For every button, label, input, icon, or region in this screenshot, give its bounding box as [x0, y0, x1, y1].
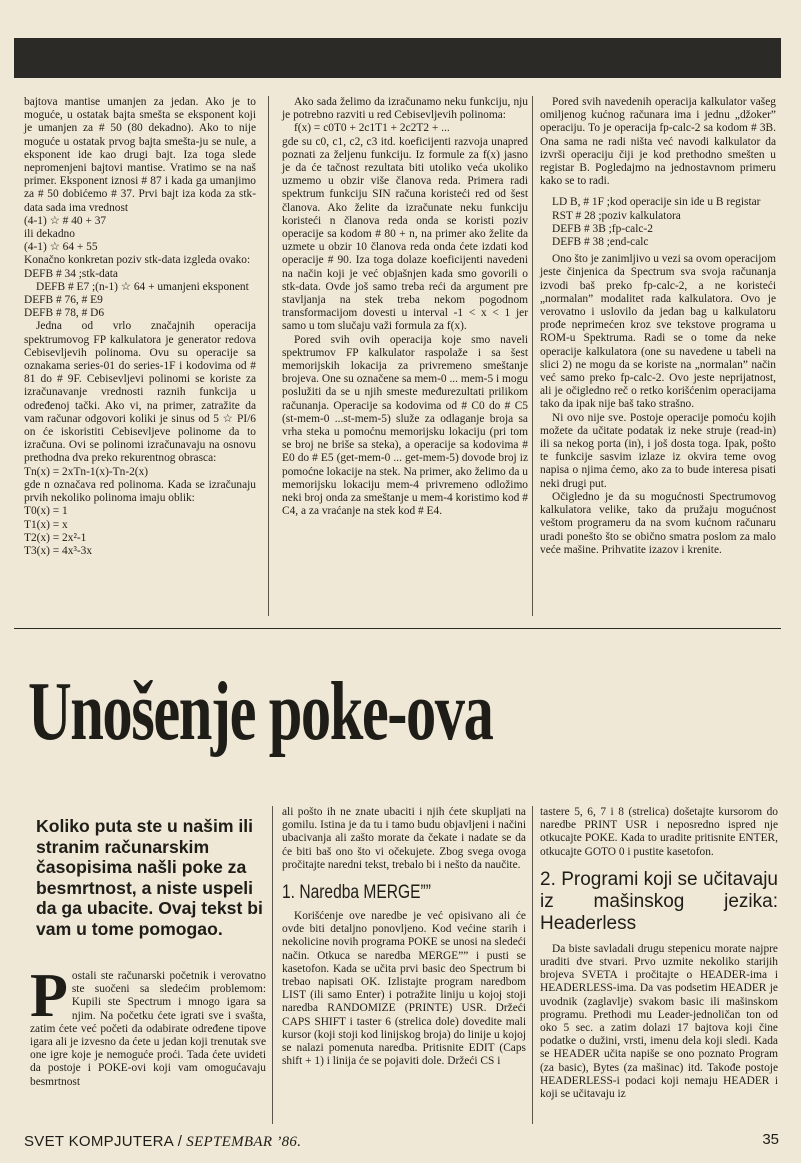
- paragraph: gde su c0, c1, c2, c3 itd. koeficijenti razvoja unapred poznati za željenu funkciju. Iz formule za f(x) jasno je da će tačnost rezultata biti utoliko veća ukoliko uzmemo u obzir više članova reda. Primera radi spektrum funkciju SIN računa koristeći red od šest članova. Ako želite da izračunate neku funkciju koristeći n članova reda onda se koristi poziv operacije sa kodom # 80 + n, na primer ako želite da uzmete u obzir 10 članova reda onda ćete izdati kod operacije # 90. Iza toga dolaze koeficijenti navedeni na način koji je već objašnjen kada smo govorili o stk-data. Ovde još samo treba reći da argument pre stavljanja na stek treba nekom pogodnom transformacijom dovesti u interval -1 < x < 1 jer samo u tom slučaju važi formula za f(x).: [282, 135, 528, 333]
- paragraph: gde n označava red polinoma. Kada se izračunaju prvih nekoliko polinoma imaju oblik:: [24, 478, 256, 505]
- formula-line: T2(x) = 2x²-1: [24, 531, 87, 544]
- column-divider: [272, 806, 273, 1124]
- paragraph: Jedna od vrlo značajnih operacija spektrumovog FP kalkulatora je generator redova Cebisevljevih polinoma. Ovu su operacije sa oznakama series-01 do series-1F i kodovima od # 81 do # 9F. Cebisevljevi polinomi se koriste za izračunavanje vrednosti raznih funkcija u određenoj tački. Ako vi, na primer, zatražite da vam računar odgovori koliki je sinus od 5 ☆ PI/6 on će iskoristiti Cebisevljeve polinome da to izračuna. Ovi se polinomi izračunavaju na osnovu prethodna dva preko rekurentnog obrasca:: [24, 320, 256, 465]
- formula-line: (4-1) ☆ 64 + 55: [24, 241, 98, 254]
- code-line: RST # 28 ;poziv kalkulatora: [552, 209, 681, 222]
- section-heading: 1. Naredba MERGE””: [282, 882, 431, 904]
- paragraph: Ni ovo nije sve. Postoje operacije pomoću kojih možete da učitate podatak iz neke struje (read-in) ili sa nekog porta (in), i još dosta toga. Ipak, pošto te funkcije sasvim izlaze iz okvira teme ovog napisa o njima ćemo, ako za to bude interesa pisati neki drugi put.: [540, 411, 776, 490]
- paragraph: ali pošto ih ne znate ubaciti i njih ćete skupljati na gomilu. Istina je da tu i tamo budu objavljeni i načini ubacivanja ali zašto morate da čekate i nadate se da će biti baš ono što vi očekujete. Zbog svega ovoga pročitajte naredni tekst, trebalo bi i nešto da naučite.: [282, 806, 526, 871]
- paragraph: tastere 5, 6, 7 i 8 (strelica) došetajte kursorom do naredbe PRINT USR i neposredno ispred nje otkucajte POKE. Kada to uradite pritisnite ENTER, otkucajte GOTO 0 i pustite kasetofon.: [540, 806, 778, 858]
- paragraph: Pored svih ovih operacija koje smo naveli spektrumov FP kalkulator raspolaže i sa šest memorijskih lokacija za privremeno smeštanje brojeva. One su označene sa mem-0 ... mem-5 i mogu poslužiti da se u njih smeste međurezultati prilikom računanja. Operacije sa kodovima od # C0 do # C5 (st-mem-0 ...st-mem-5) služe za odlaganje broja sa vrha steka u pomoćnu memorijsku lokaciju (pri tom se broj ne briše sa steka), a operacije sa kodovima # E0 do # E5 (get-mem-0 ... get-mem-5) dovode broj iz pomoćne lokacije na stek. Na primer, ako želimo da u memorijsku lokaciju mem-4 privremeno odložimo neki broj onda za smeštanje u mem-4 koristimo kod # C4, a za vraćanje na stek kod # E4.: [282, 333, 528, 518]
- paragraph: Ako sada želimo da izračunamo neku funkciju, nju je potrebno razviti u red Cebisevljevih polinoma:: [282, 96, 528, 122]
- formula-line: T0(x) = 1: [24, 505, 68, 518]
- section-rule: [14, 628, 781, 629]
- paragraph: Korišćenje ove naredbe je već opisivano ali će ovde biti detaljno ponovljeno. Kod većine starih i nekolicine novih programa POKE se unosi na sledeći način. Otkuca se naredba MERGE”” i pusti se kasetofon. Kada se učita prvi basic deo Spectrum bi trebao napisati OK. Izlistajte program naredbom LIST (ili samo Enter) i potražite liniju u kojoj stoji naredba RANDOMIZE (PRINTE) USR. Držeći CAPS SHIFT i taster 6 (strelica dole) dovedite mali kursor (koji stoji kod linijskog broja) do linije u kojoj se nalazi pomenuta naredba. Pritisnite EDIT (Caps shift + 1) i linija će se pojaviti dole. Držeći CS i: [282, 910, 526, 1068]
- magazine-name: SVET KOMPJUTERA /: [24, 1133, 183, 1150]
- issue-month: SEPTEMBAR ’86.: [186, 1134, 302, 1150]
- formula-line: (4-1) ☆ # 40 + 37: [24, 214, 107, 227]
- column-divider: [532, 806, 533, 1124]
- code-line: DEFB # 38 ;end-calc: [552, 236, 649, 249]
- article-lead: Koliko puta ste u našim ili stranim računarskim časopisima našli poke za besmrtnost, a niste uspeli da ga ubacite. Ovaj tekst bi vam u tome pomogao.: [36, 816, 263, 939]
- formula-line: Tn(x) = 2xTn-1(x)-Tn-2(x): [24, 465, 149, 478]
- page-number: 35: [762, 1131, 779, 1148]
- article-column-3: [540, 806, 778, 1101]
- paragraph: Da biste savladali drugu stepenicu morate najpre uraditi dve stvari. Prvo uzmite nekoliko starijih brojeva SVETA i pročitajte o HEADER-ima i HEADERLESS-ima. Da vas podsetim HEADER je uvodnik (zaglavlje) svakom basic ili mašinskom programu. Prethodi mu Leader-jednoličan ton od oko 5 sec. a zatim dolazi 17 bajtova koji čine podatke o dužini, vrsti, imenu dela koji sledi. Kada se HEADER učita napiše se ono poznato Program (za basic), Bytes (za mašinac) itd. Takođe postoje HEADERLESS-i podaci koji nemaju HEADER i koji se učitavaju iz: [540, 942, 778, 1101]
- code-line: DEFB # 34 ;stk-data: [24, 267, 118, 280]
- code-line: DEFB # 3B ;fp-calc-2: [552, 222, 653, 235]
- top-column-2: [282, 96, 528, 519]
- paragraph: Očigledno je da su mogućnosti Spectrumovog kalkulatora velike, tako da pružaju mogućnost veštom programeru da na svom kućnom računaru uradi ponešto što se obično smatra poslom za malo veće mašine. Prihvatite izazov i krenite.: [540, 490, 776, 556]
- paragraph: bajtova mantise umanjen za jedan. Ako je to moguće, u ostatak bajta smešta se eksponent koji je umanjen za # 50 (80 dekadno). Ako to nije moguće u ostatak prvog bajta smešta-ju se nule, a eksponent ide kao drugi bajt. Iza toga slede nepromenjeni bajtovi mantise. Vratimo se na naš primer. Eksponent iznosi # 87 i kada ga umanjimo za # 50 dobićemo # 37. Prvi bajt iza koda za stk-data sada ima vrednost: [24, 96, 256, 214]
- code-line: LD B, # 1F ;kod operacije sin ide u B registar: [552, 196, 761, 209]
- footer-masthead: [24, 1133, 301, 1151]
- code-line: DEFB # 78, # D6: [24, 307, 105, 320]
- section-heading: 2. Programi koji se učitavaju iz mašinskog jezika: Headerless: [540, 868, 778, 934]
- article-column-2: [282, 806, 526, 1068]
- column-divider: [532, 96, 533, 616]
- article-headline: Unošenje poke-ova: [28, 665, 493, 758]
- code-line: DEFB # 76, # E9: [24, 294, 103, 307]
- formula-line: T3(x) = 4x³-3x: [24, 544, 93, 557]
- top-column-1: [24, 96, 256, 558]
- top-column-3: [540, 96, 776, 557]
- paragraph: Pored svih navedenih operacija kalkulator vašeg omiljenog kućnog računara ima i jednu „džoker” operaciju. To je operacija fp-calc-2 sa kodom # 3B. Ona sama ne radi ništa već navodi kalkulator da izvrši operaciju čiji je kod prethodno smešten u registar B. Pogledajmo na jednostavnom primeru kako se to radi.: [540, 96, 776, 188]
- top-black-bar: [14, 38, 781, 78]
- column-divider: [268, 96, 269, 616]
- paragraph: Ono što je zanimljivo u vezi sa ovom operacijom jeste činjenica da Spectrum sva svoja računanja izvodi baš preko fp-calc-2, a ne koristeći „normalan” modalitet rada kalkulatora. Ovo je verovatno i uslovilo da jedan bag u kalkulatoru prođe neprimećen kroz sve tekstove programa u ROM-u Spektruma. Radi se o tome da neke operacije kalkulatora (one su navedene u tabeli na slici 2) ne mogu da se koriste na „normalan” način već samo preko fp-calc-2. Ovo jeste neprijatnost, ali je očigledno reč o retko korišćenim operacijama tako da ipak nije baš tako strašno.: [540, 253, 776, 411]
- text-line: ili dekadno: [24, 228, 75, 241]
- code-line: DEFB # E7 ;(n-1) ☆ 64 + umanjeni eksponent: [36, 280, 249, 293]
- formula-line: T1(x) = x: [24, 518, 68, 531]
- paragraph: Konačno konkretan poziv stk-data izgleda ovako:: [24, 254, 251, 267]
- drop-cap: P: [30, 962, 68, 1030]
- article-column-1: [30, 962, 266, 1089]
- paragraph: ostali ste računarski početnik i verovatno ste suočeni sa sledećim problemom: Kupili ste Spectrum i mnogo igara sa njim. Na početku ćete igrati sve i svašta, zatim ćete već početi da odabirate određene tipove igara ali je izvesno da ćete u jedan koji trenutak sve one igre koje je nemoguće proći. Tada ćete uvideti da postoje i POKE-ovi koji vam omogućavaju besmrtnost: [30, 970, 266, 1088]
- formula-line: f(x) = c0T0 + 2c1T1 + 2c2T2 + ...: [294, 122, 450, 135]
